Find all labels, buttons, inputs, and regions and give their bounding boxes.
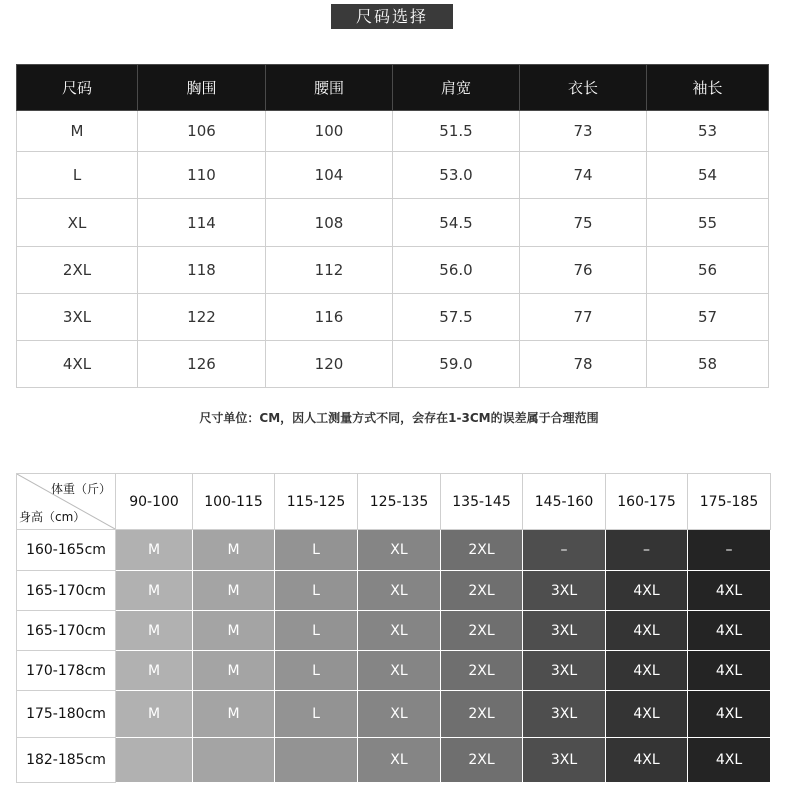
weight-range-header: 100-115 (193, 474, 275, 530)
recommended-size-cell: 4XL (606, 571, 688, 611)
size-chart-cell: 116 (266, 294, 393, 341)
size-chart-row (17, 111, 769, 152)
size-chart-cell: 54.5 (393, 199, 520, 247)
header-sleeve: 袖长 (647, 65, 769, 111)
recommended-size-cell: 2XL (441, 691, 523, 738)
size-chart-cell: 104 (266, 152, 393, 199)
recommended-size-cell: XL (358, 611, 441, 651)
size-chart-cell: 57.5 (393, 294, 520, 341)
weight-range-header: 175-185 (688, 474, 771, 530)
recommendation-header-row (17, 474, 771, 530)
recommended-size-cell: – (606, 530, 688, 571)
size-chart-cell: 126 (138, 341, 266, 388)
size-chart-table (16, 64, 769, 388)
size-chart-cell: XL (17, 199, 138, 247)
size-chart-cell: 110 (138, 152, 266, 199)
recommended-size-cell: XL (358, 571, 441, 611)
recommended-size-cell: XL (358, 530, 441, 571)
weight-range-header: 115-125 (275, 474, 358, 530)
size-chart-row (17, 152, 769, 199)
recommended-size-cell: M (193, 530, 275, 571)
size-recommendation-table (16, 473, 771, 783)
recommended-size-cell: 4XL (688, 691, 771, 738)
size-chart-cell: 77 (520, 294, 647, 341)
size-chart-cell: 57 (647, 294, 769, 341)
size-chart-cell: 114 (138, 199, 266, 247)
header-shoulder: 肩宽 (393, 65, 520, 111)
size-chart-cell: 100 (266, 111, 393, 152)
recommended-size-cell: 4XL (688, 611, 771, 651)
recommended-size-cell: M (193, 571, 275, 611)
size-chart-cell: 75 (520, 199, 647, 247)
recommended-size-cell: L (275, 651, 358, 691)
recommended-size-cell: L (275, 691, 358, 738)
size-chart-header-row (17, 65, 769, 111)
recommended-size-cell: 2XL (441, 651, 523, 691)
size-chart-cell: L (17, 152, 138, 199)
recommendation-row (17, 611, 771, 651)
size-chart-cell: 122 (138, 294, 266, 341)
recommended-size-cell: 3XL (523, 571, 606, 611)
size-chart-cell: 56 (647, 247, 769, 294)
weight-range-header: 90-100 (116, 474, 193, 530)
weight-range-header: 135-145 (441, 474, 523, 530)
size-chart-row (17, 199, 769, 247)
size-chart-cell: 55 (647, 199, 769, 247)
recommended-size-cell: 4XL (688, 651, 771, 691)
recommended-size-cell (193, 738, 275, 783)
recommended-size-cell: M (193, 611, 275, 651)
size-chart-row (17, 294, 769, 341)
recommended-size-cell: L (275, 611, 358, 651)
size-chart-cell: 2XL (17, 247, 138, 294)
size-chart-cell: 4XL (17, 341, 138, 388)
recommended-size-cell: – (688, 530, 771, 571)
recommended-size-cell: 3XL (523, 691, 606, 738)
size-chart-cell: 118 (138, 247, 266, 294)
recommendation-row (17, 738, 771, 783)
size-chart-cell: 51.5 (393, 111, 520, 152)
height-range-label: 182-185cm (17, 738, 116, 783)
weight-axis-label: 体重（斤） (50, 482, 111, 496)
recommended-size-cell: M (116, 691, 193, 738)
recommended-size-cell: M (193, 651, 275, 691)
size-chart-cell: 74 (520, 152, 647, 199)
recommended-size-cell: 3XL (523, 738, 606, 783)
header-length: 衣长 (520, 65, 647, 111)
size-chart-cell: 53.0 (393, 152, 520, 199)
size-chart-cell: 108 (266, 199, 393, 247)
height-range-label: 175-180cm (17, 691, 116, 738)
height-range-label: 160-165cm (17, 530, 116, 571)
recommended-size-cell: M (193, 691, 275, 738)
recommended-size-cell: – (523, 530, 606, 571)
size-chart-cell: 53 (647, 111, 769, 152)
recommended-size-cell: 2XL (441, 611, 523, 651)
recommended-size-cell: 2XL (441, 530, 523, 571)
recommended-size-cell (275, 738, 358, 783)
size-chart-row (17, 247, 769, 294)
header-chest: 胸围 (138, 65, 266, 111)
recommendation-row (17, 530, 771, 571)
size-chart-cell: 76 (520, 247, 647, 294)
header-size: 尺码 (17, 65, 138, 111)
size-chart-cell: 58 (647, 341, 769, 388)
recommended-size-cell: 4XL (688, 571, 771, 611)
recommended-size-cell: 4XL (688, 738, 771, 783)
recommended-size-cell: 4XL (606, 611, 688, 651)
recommended-size-cell: 4XL (606, 691, 688, 738)
recommended-size-cell: XL (358, 738, 441, 783)
recommended-size-cell: XL (358, 651, 441, 691)
header-waist: 腰围 (266, 65, 393, 111)
size-chart-cell: 59.0 (393, 341, 520, 388)
recommended-size-cell: 4XL (606, 738, 688, 783)
recommended-size-cell (116, 738, 193, 783)
height-range-label: 170-178cm (17, 651, 116, 691)
size-chart-cell: 56.0 (393, 247, 520, 294)
size-chart-cell: 106 (138, 111, 266, 152)
recommended-size-cell: M (116, 530, 193, 571)
weight-range-header: 145-160 (523, 474, 606, 530)
height-range-label: 165-170cm (17, 611, 116, 651)
recommended-size-cell: M (116, 651, 193, 691)
recommended-size-cell: 3XL (523, 611, 606, 651)
size-chart-cell: 120 (266, 341, 393, 388)
size-chart-cell: 78 (520, 341, 647, 388)
recommended-size-cell: XL (358, 691, 441, 738)
recommended-size-cell: 3XL (523, 651, 606, 691)
size-chart-cell: M (17, 111, 138, 152)
weight-range-header: 125-135 (358, 474, 441, 530)
corner-header (17, 474, 116, 530)
size-chart-cell: 3XL (17, 294, 138, 341)
recommended-size-cell: M (116, 571, 193, 611)
recommended-size-cell: 2XL (441, 738, 523, 783)
size-chart-cell: 73 (520, 111, 647, 152)
height-range-label: 165-170cm (17, 571, 116, 611)
size-chart-cell: 54 (647, 152, 769, 199)
height-axis-label: 身高（cm） (19, 510, 86, 524)
recommended-size-cell: M (116, 611, 193, 651)
size-chart-row (17, 341, 769, 388)
page-title: 尺码选择 (331, 4, 453, 29)
recommended-size-cell: 2XL (441, 571, 523, 611)
recommended-size-cell: L (275, 571, 358, 611)
recommendation-row (17, 651, 771, 691)
weight-range-header: 160-175 (606, 474, 688, 530)
recommendation-row (17, 571, 771, 611)
recommendation-row (17, 691, 771, 738)
measurement-note: 尺寸单位：CM，因人工测量方式不同，会存在1-3CM的误差属于合理范围 (199, 411, 599, 425)
recommended-size-cell: L (275, 530, 358, 571)
recommended-size-cell: 4XL (606, 651, 688, 691)
size-chart-cell: 112 (266, 247, 393, 294)
